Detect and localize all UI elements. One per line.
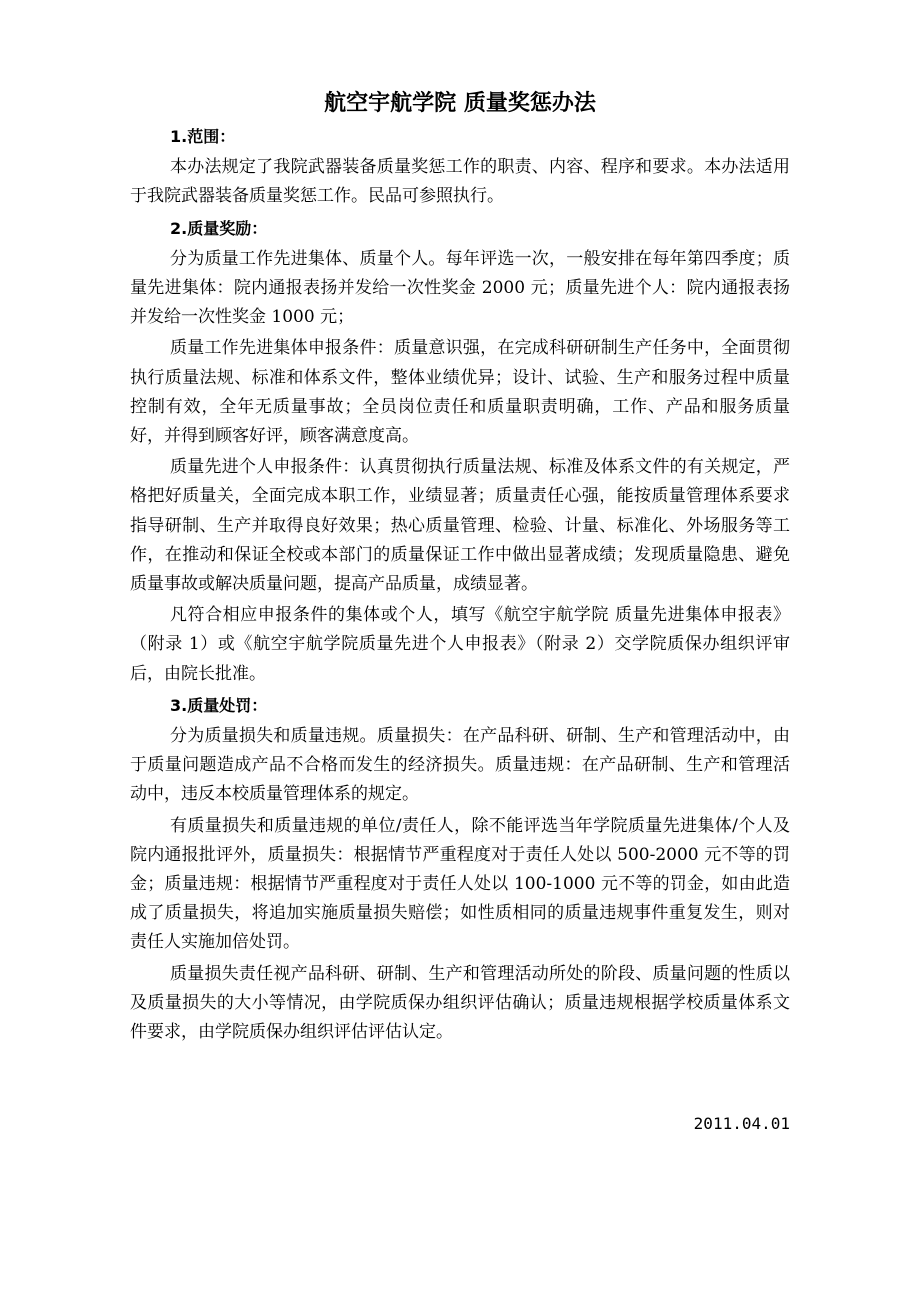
paragraph: 分为质量损失和质量违规。质量损失：在产品科研、研制、生产和管理活动中，由于质量问题造成产品不合格而发生的经济损失。质量违规：在产品研制、生产和管理活动中，违反本校质量管理体系的规定。 [130,726,790,805]
paragraph: 质量损失责任视产品科研、研制、生产和管理活动所处的阶段、质量问题的性质以及质量损失的大小等情况，由学院质保办组织评估确认；质量违规根据学校质量体系文件要求，由学院质保办组织评估评估认定。 [130,963,790,1043]
paragraph: 质量先进个人申报条件：认真贯彻执行质量法规、标准及体系文件的有关规定，严格把好质量关，全面完成本职工作，业绩显著；质量责任心强，能按质量管理体系要求指导研制、生产并取得良好效果；热心质量管理、检验、计量、标准化、外场服务等工作，在推动和保证全校或本部门的质量保证工作中做出显著成绩；发现质量隐患、避免质量事故或解决质量问题，提高产品质量，成绩显著。 [130,457,790,595]
paragraph: 本办法规定了我院武器装备质量奖惩工作的职责、内容、程序和要求。本办法适用于我院武器装备质量奖惩工作。民品可参照执行。 [130,157,790,207]
document-body [130,122,790,1049]
section-penalties [130,691,790,1047]
paragraph: 凡符合相应申报条件的集体或个人，填写《航空宇航学院 质量先进集体申报表》（附录 1）或《航空宇航学院质量先进个人申报表》（附录 2）交学院质保办组织评审后，由院长批准。 [130,605,790,684]
document-title: 航空宇航学院 质量奖惩办法 [324,91,596,116]
paragraph: 质量工作先进集体申报条件：质量意识强，在完成科研研制生产任务中，全面贯彻执行质量法规、标准和体系文件，整体业绩优异；设计、试验、生产和服务过程中质量控制有效，全年无质量事故；全员岗位责任和质量职责明确，工作、产品和服务质量好，并得到顾客好评，顾客满意度高。 [130,338,790,447]
section-rewards [130,214,790,689]
section-heading: 3.质量处罚： [170,695,268,715]
paragraph: 有质量损失和质量违规的单位/责任人，除不能评选当年学院质量先进集体/个人及院内通报批评外，质量损失：根据情节严重程度对于责任人处以 500-2000 元不等的罚金；质量违规：根据情节严重程度对于责任人处以 100-1000 元不等的罚金，如由此造成了质量损失，将追加实施质量损失赔偿；如性质相同的质量违规事件重复发生，则对责任人实施加倍处罚。 [130,815,790,953]
section-heading: 2.质量奖励： [170,218,268,238]
section-scope [130,122,790,212]
section-heading: 1.范围： [170,127,236,146]
document-date: 2011.04.01 [693,1114,790,1133]
paragraph: 分为质量工作先进集体、质量个人。每年评选一次，一般安排在每年第四季度；质量先进集体：院内通报表扬并发给一次性奖金 2000 元；质量先进个人：院内通报表扬并发给一次性奖金 1000 元； [130,248,790,328]
